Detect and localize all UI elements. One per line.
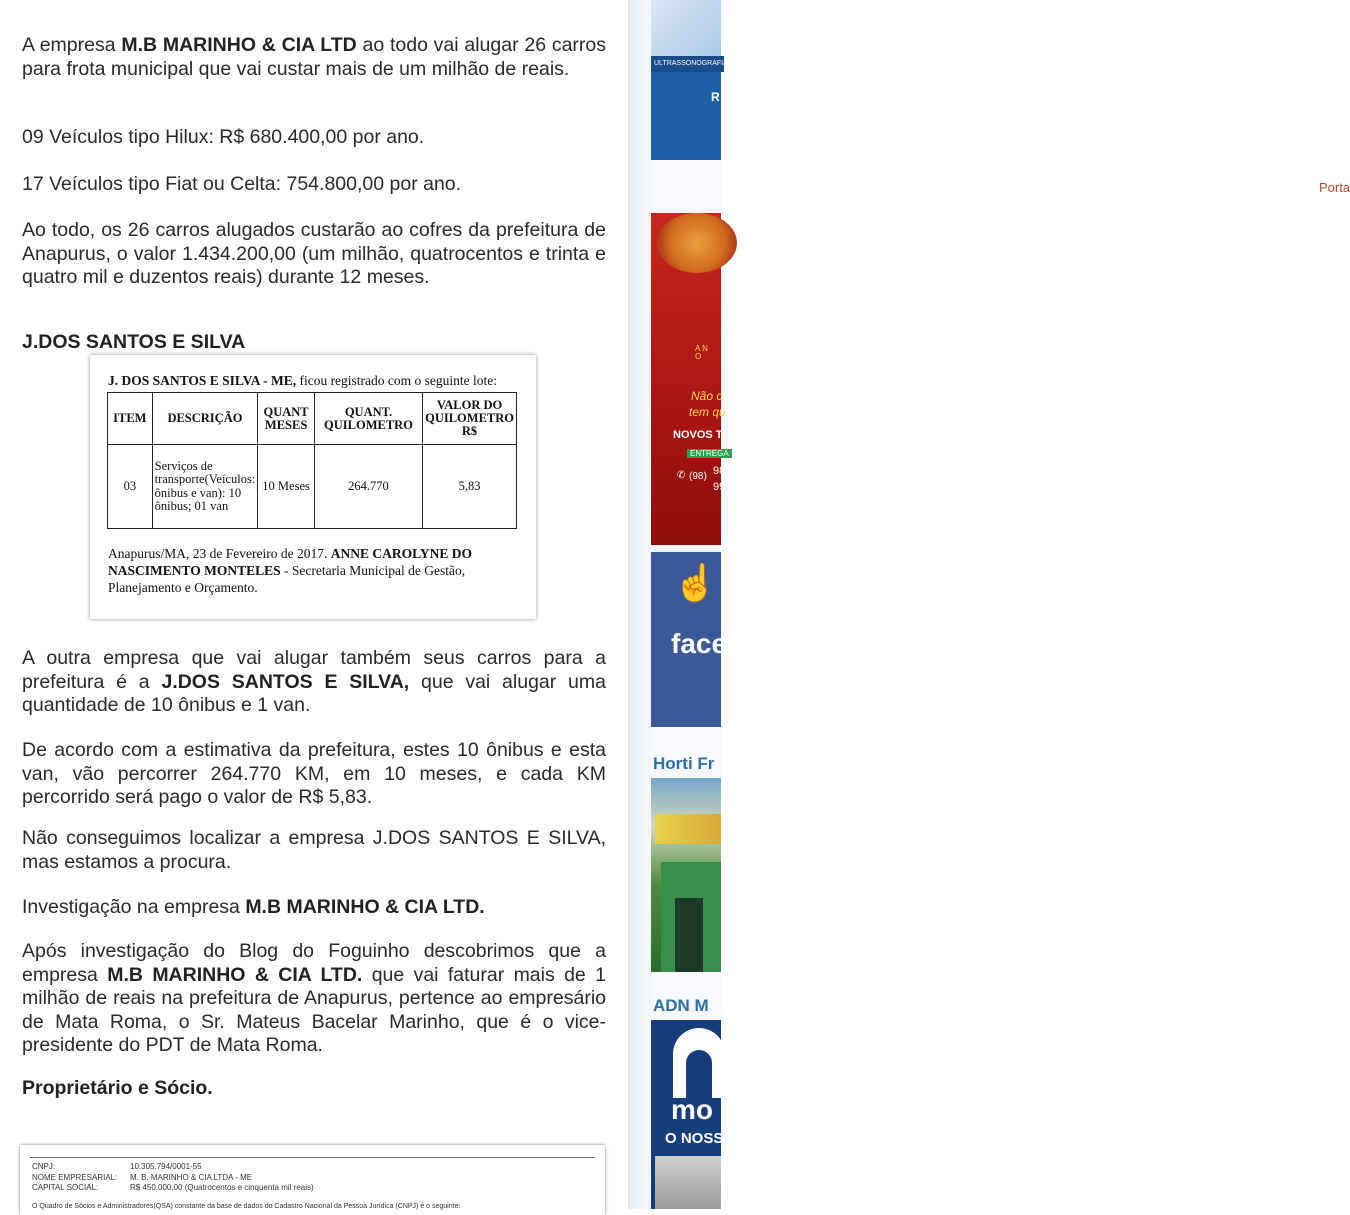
ultrasound-label: ULTRASSONOGRAFIA <box>651 56 724 72</box>
article-content <box>0 0 628 1209</box>
document-intro: J. DOS SANTOS E SILVA - ME, ficou registrado com o seguinte lote: <box>108 373 498 388</box>
nome-row: NOME EMPRESARIAL: M. B. MARINHO & CIA LTDA - ME <box>32 1173 253 1182</box>
pizza-novos: NOVOS TAI <box>673 429 733 441</box>
paragraph-hilux: 09 Veículos tipo Hilux: R$ 680.400,00 por ano. <box>22 126 425 148</box>
cell-descricao: Serviços de transporte(Veículos: ônibus e van): 10 ônibus; 01 van <box>152 445 258 529</box>
adn-noss: O NOSS <box>665 1130 724 1147</box>
adn-logo <box>673 1028 725 1098</box>
qsa-note: O Quadro de Sócios e Administradores(QSA) constante da base de dados do Cadastro Nacional da Pessoa Jurídica (CNPJ) é o seguinte: <box>32 1203 461 1210</box>
horti-ad[interactable] <box>651 778 721 972</box>
divider <box>30 1157 595 1158</box>
facebook-ad[interactable] <box>651 552 728 727</box>
paragraph-localizar: Não conseguimos localizar a empresa J.DOS SANTOS E SILVA, mas estamos a procura. <box>22 827 606 873</box>
pizza-phone-code: (98) <box>689 471 707 482</box>
col-item: ITEM <box>108 393 153 445</box>
capital-row: CAPITAL SOCIAL: R$ 450.000,00 (Quatrocentos e cinquenta mil reais) <box>32 1183 314 1192</box>
cell-valor: 5,83 <box>423 445 517 529</box>
cell-item: 03 <box>108 445 153 529</box>
cnpj-row: CNPJ: 10.305.794/0001-55 <box>32 1162 202 1171</box>
pizza-logo-letters: A N O <box>695 344 708 361</box>
whatsapp-icon: ✆ <box>677 470 686 481</box>
adn-ad[interactable] <box>651 1020 724 1209</box>
paragraph-investigacao-title: Investigação na empresa M.B MARINHO & CIA LTD. <box>22 896 485 918</box>
pizza-ad[interactable] <box>651 213 733 545</box>
portal-link[interactable]: Porta <box>1319 180 1350 195</box>
paragraph-intro: A empresa M.B MARINHO & CIA LTD ao todo vai alugar 26 carros para frota municipal que vai custar mais de um milhão de reais. <box>22 34 606 80</box>
col-descricao: DESCRIÇÃO <box>152 393 258 445</box>
adn-mo: mo <box>671 1094 713 1125</box>
official-document-image <box>90 355 536 619</box>
cell-km: 264.770 <box>314 445 422 529</box>
ultrasound-photo <box>651 0 721 58</box>
cell-meses: 10 Meses <box>258 445 315 529</box>
ultrasound-banner: R <box>651 72 721 160</box>
pizza-phone-2: 991 <box>713 481 732 493</box>
horti-title[interactable]: Horti Fr <box>653 754 715 773</box>
paragraph-total: Ao todo, os 26 carros alugados custarão ao cofres da prefeitura de Anapurus, o valor 1.434.200,00 (um milhão, quatrocentos e trinta e quatro mil e duzentos reais) durante 12 meses. <box>22 219 606 288</box>
horti-sign <box>655 814 721 844</box>
hand-pointer-icon: ☝ <box>673 562 718 603</box>
heading-santos: J.DOS SANTOS E SILVA <box>22 331 246 353</box>
paragraph-outra-empresa: A outra empresa que vai alugar também seus carros para a prefeitura é a J.DOS SANTOS E SILVA, que vai alugar uma quantidade de 10 ônibus e 1 van. <box>22 647 606 716</box>
col-km: QUANT. QUILOMETRO <box>314 393 422 445</box>
paragraph-investigacao: Após investigação do Blog do Foguinho descobrimos que a empresa M.B MARINHO & CIA LTD. que vai faturar mais de 1 milhão de reais na prefeitura de Anapurus, pertence ao empresário de Mata Roma, o Sr. Mateus Bacelar Marinho, que é o vice-presidente do PDT de Mata Roma. <box>22 940 606 1056</box>
pizza-slogan-1: Não c <box>691 389 723 403</box>
pizza-entrega: ENTREGA <box>687 449 732 458</box>
col-valor: VALOR DO QUILOMETRO R$ <box>423 393 517 445</box>
cnpj-screenshot <box>20 1145 605 1215</box>
heading-proprietario: Proprietário e Sócio. <box>22 1077 213 1099</box>
pizza-phone-1: 985 <box>713 465 732 477</box>
sidebar <box>628 0 1350 1209</box>
pizza-image <box>657 213 737 273</box>
facebook-text: face <box>671 628 728 659</box>
horti-door <box>675 898 703 972</box>
sidebar-strip <box>629 0 651 1209</box>
ultrasound-ad[interactable] <box>651 0 728 160</box>
adn-title[interactable]: ADN M <box>653 996 709 1015</box>
document-footer: Anapurus/MA, 23 de Fevereiro de 2017. ANNE CAROLYNE DO NASCIMENTO MONTELES - Secretaria Municipal de Gestão, Planejamento e Orçamento. <box>108 546 472 595</box>
col-meses: QUANT MESES <box>258 393 315 445</box>
pizza-slogan-2: tem qu <box>689 405 726 419</box>
adn-photo <box>655 1156 721 1209</box>
paragraph-estimativa: De acordo com a estimativa da prefeitura, estes 10 ônibus e esta van, vão percorrer 264.770 KM, em 10 meses, e cada KM percorrido será pago o valor de R$ 5,83. <box>22 739 606 808</box>
paragraph-fiat: 17 Veículos tipo Fiat ou Celta: 754.800,00 por ano. <box>22 173 462 195</box>
document-table <box>107 392 517 529</box>
table-row <box>108 445 517 529</box>
